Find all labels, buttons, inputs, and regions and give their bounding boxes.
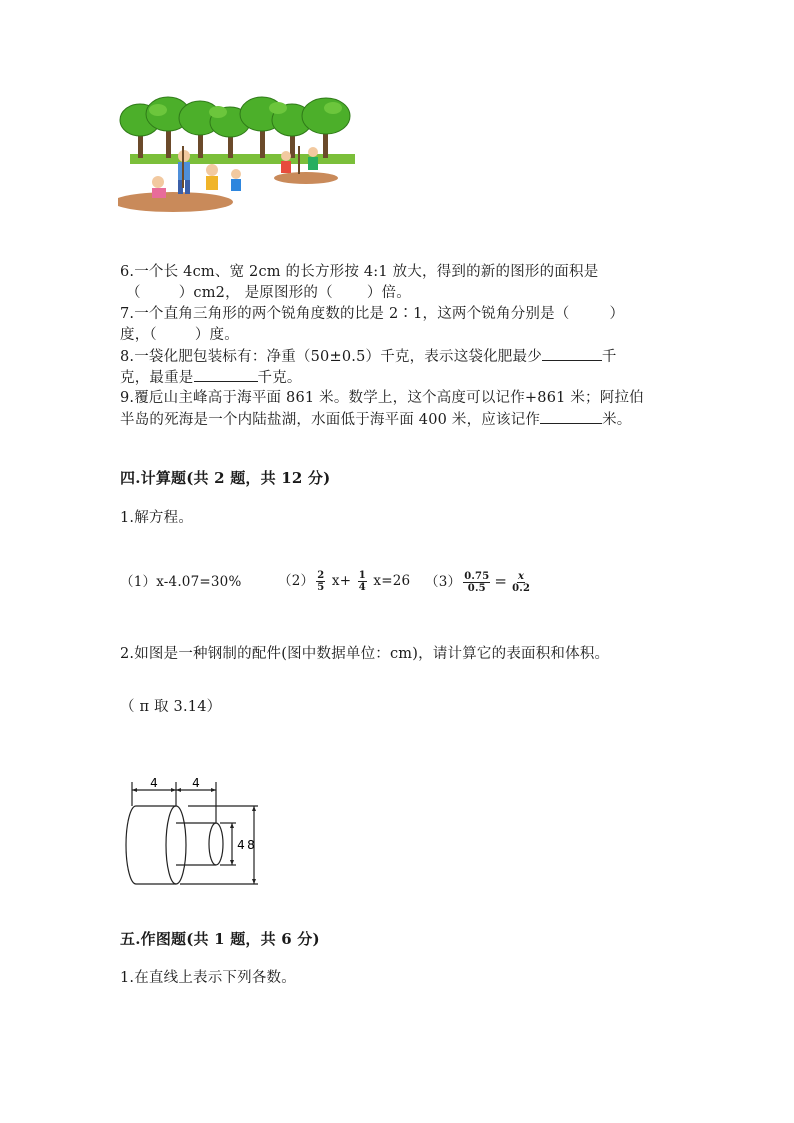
eq2-f2-denominator: 4 [358, 582, 366, 593]
outer-cylinder-left-face [126, 806, 136, 884]
eq3-fraction-1 [463, 571, 490, 594]
eq3-f1-denominator: 0.5 [467, 583, 486, 594]
question-9-line-1: 9.覆卮山主峰高于海平面 861 米。数学上，这个高度可以记作+861 米；阿拉伯 [120, 390, 644, 406]
question-7-line-1 [120, 304, 624, 325]
equation-3 [425, 566, 533, 597]
eq2-fraction-2 [358, 570, 367, 593]
question-6-line-1: 6.一个长 4cm、宽 2cm 的长方形按 4:1 放大，得到的新的图形的面积是 [120, 264, 599, 280]
q9-text-1: 半岛的死海是一个内陆盐湖，水面低于海平面 400 米，应该记作 [120, 412, 541, 428]
eq2-suffix: x=26 [373, 573, 411, 589]
eq3-f2-denominator: 0.2 [512, 583, 531, 594]
section-5-q1-prompt: 1.在直线上表示下列各数。 [120, 970, 296, 986]
question-8-line-2 [120, 367, 302, 389]
dim-outer-label: 8 [247, 838, 255, 852]
question-8-line-1 [120, 346, 617, 368]
q8-text-1: 8.一袋化肥包装标有：净重（50±0.5）千克，表示这袋化肥最少 [120, 349, 542, 365]
section-4-heading: 四.计算题(共 2 题，共 12 分) [120, 469, 331, 487]
eq3-equals: = [494, 572, 508, 590]
eq3-fraction-2 [511, 571, 531, 594]
q8-answer-blank-2[interactable] [194, 367, 258, 382]
question-9-line-2 [120, 409, 632, 431]
q8-answer-blank-1[interactable] [542, 346, 602, 361]
q8-text-4: 千克。 [257, 370, 302, 386]
q6-end-text: ）倍。 [366, 285, 411, 301]
eq2-prefix: （2） [278, 573, 315, 589]
question-7-line-2 [120, 325, 239, 346]
eq2-mid: x+ [331, 573, 352, 589]
q9-text-2: 米。 [602, 412, 632, 428]
section-5-heading: 五.作图题(共 1 题，共 6 分) [120, 930, 320, 948]
steel-part-diagram [118, 774, 266, 886]
eq3-f1-numerator: 0.75 [464, 571, 490, 582]
dim-inner-label: 4 [237, 838, 245, 852]
inner-cylinder-end-face [209, 823, 223, 865]
q7-close-paren: ） [609, 306, 625, 322]
eq3-f2-numerator: x [518, 571, 525, 582]
q7-text-3: ）度。 [194, 327, 239, 343]
eq2-fraction-1 [316, 570, 325, 593]
section-4-q2-note: （ π 取 3.14） [120, 699, 222, 715]
q9-answer-blank[interactable] [540, 409, 602, 424]
section-4-q2-prompt: 2.如图是一种钢制的配件(图中数据单位：cm)，请计算它的表面积和体积。 [120, 646, 610, 662]
q8-text-3: 克，最重是 [120, 370, 194, 386]
q7-text-1: 7.一个直角三角形的两个锐角度数的比是 2∶1，这两个锐角分别是（ [120, 306, 570, 322]
dim-right-label: 4 [192, 776, 200, 790]
q8-text-2: 千 [601, 349, 617, 365]
dim-left-label: 4 [150, 776, 158, 790]
eq3-prefix: （3） [425, 574, 462, 590]
tree-planting-illustration [118, 96, 360, 218]
section-4-q1-prompt: 1.解方程。 [120, 510, 194, 526]
equation-1: （1）x-4.07=30% [120, 574, 242, 590]
outer-cylinder-right-face [166, 806, 186, 884]
question-6-line-2 [126, 283, 411, 304]
q6-open-paren: （ [126, 285, 141, 301]
equation-2 [278, 566, 410, 596]
eq2-f1-denominator: 5 [317, 582, 325, 593]
eq2-f1-numerator: 2 [317, 570, 325, 581]
q6-mid-text: ）cm2， 是原图形的（ [178, 285, 333, 301]
eq2-f2-numerator: 1 [358, 570, 366, 581]
q7-text-2: 度，（ [120, 327, 157, 343]
